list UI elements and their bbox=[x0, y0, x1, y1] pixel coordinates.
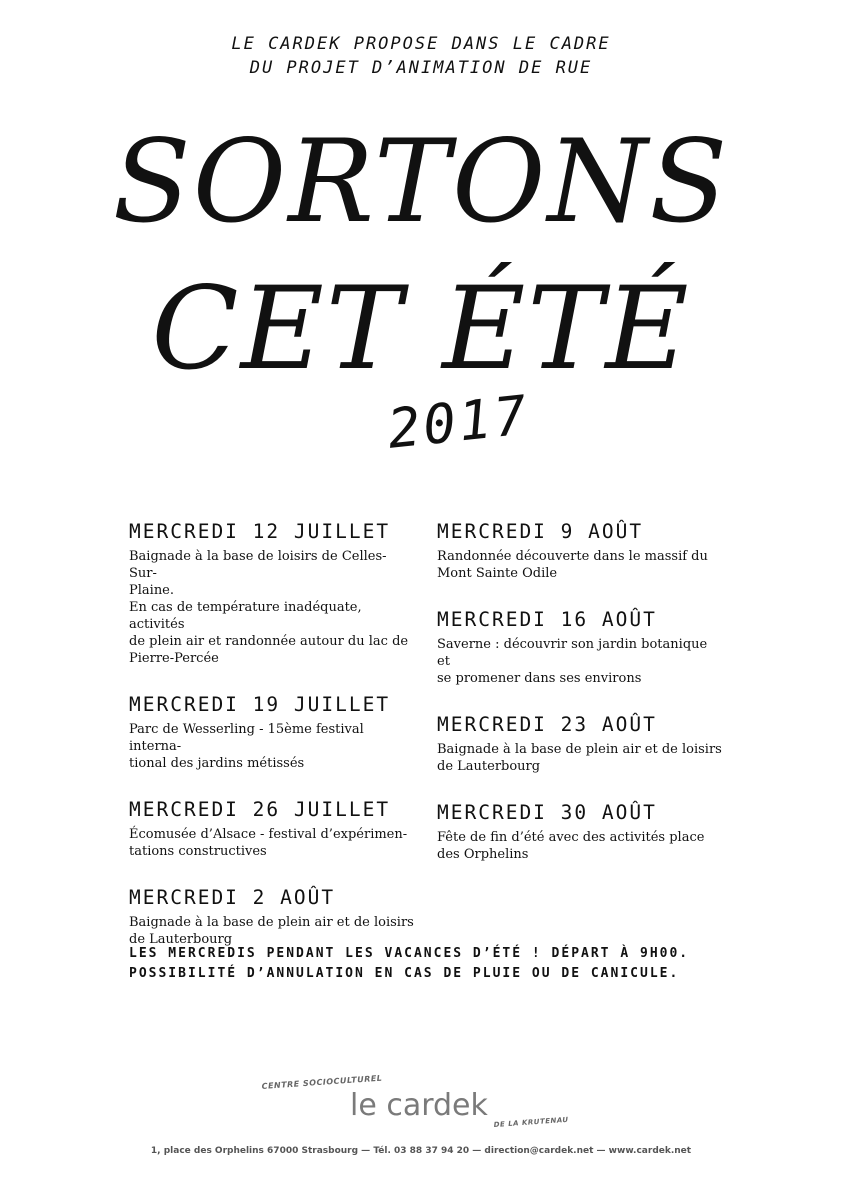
event-date: MERCREDI 9 AOÛT bbox=[437, 520, 644, 543]
event-date: MERCREDI 2 AOÛT bbox=[129, 886, 336, 909]
event-description-line: Saverne : découvrir son jardin botanique et bbox=[437, 637, 708, 669]
logo-subtitle-top: CENTRE SOCIOCULTUREL bbox=[261, 1073, 383, 1091]
event-item bbox=[129, 796, 414, 860]
event-item bbox=[437, 711, 722, 775]
notice-line-2: POSSIBILITÉ D’ANNULATION EN CAS DE PLUIE OU DE CANICULE. bbox=[129, 966, 680, 981]
event-description-line: Écomusée d’Alsace - festival d’expérimen- bbox=[129, 827, 408, 842]
title-year: 2017 bbox=[384, 383, 533, 461]
event-date: MERCREDI 12 JUILLET bbox=[129, 520, 391, 543]
event-description bbox=[437, 548, 722, 582]
event-description-line: Baignade à la base de loisirs de Celles-Sur- bbox=[129, 549, 387, 581]
event-description-line: des Orphelins bbox=[437, 847, 529, 862]
events-right-column bbox=[437, 518, 722, 887]
title-line-2: CET ÉTÉ bbox=[151, 262, 691, 395]
event-date: MERCREDI 19 JUILLET bbox=[129, 693, 391, 716]
notice-line-1: LES MERCREDIS PENDANT LES VACANCES D’ÉTÉ ! DÉPART À 9H00. bbox=[129, 946, 690, 961]
event-description-line: de Lauterbourg bbox=[437, 759, 541, 774]
event-description-line: Mont Sainte Odile bbox=[437, 566, 558, 581]
event-description bbox=[129, 721, 414, 772]
event-description-line: Pierre-Percée bbox=[129, 651, 219, 666]
event-item bbox=[129, 884, 414, 948]
event-description bbox=[437, 636, 722, 687]
event-description bbox=[129, 548, 414, 667]
title-line-1: SORTONS bbox=[112, 115, 730, 248]
event-description bbox=[437, 829, 722, 863]
event-item bbox=[437, 799, 722, 863]
event-item bbox=[129, 518, 414, 667]
event-description-line: En cas de température inadéquate, activités bbox=[129, 600, 362, 632]
logo-subtitle-bottom: DE LA KRUTENAU bbox=[493, 1115, 569, 1129]
event-item bbox=[129, 691, 414, 772]
event-date: MERCREDI 26 JUILLET bbox=[129, 798, 391, 821]
event-description-line: tations constructives bbox=[129, 844, 267, 859]
event-description-line: Fête de fin d’été avec des activités place bbox=[437, 830, 705, 845]
event-description-line: Plaine. bbox=[129, 583, 175, 598]
event-description bbox=[437, 741, 722, 775]
event-description-line: de plein air et randonnée autour du lac de bbox=[129, 634, 409, 649]
event-date: MERCREDI 23 AOÛT bbox=[437, 713, 657, 736]
event-description bbox=[129, 914, 414, 948]
event-item bbox=[437, 606, 722, 687]
footer-contact: 1, place des Orphelins 67000 Strasbourg — Tél. 03 88 37 94 20 — direction@cardek.net — www.cardek.net bbox=[150, 1146, 692, 1156]
notice-text bbox=[129, 944, 729, 984]
event-description-line: Parc de Wesserling - 15ème festival interna- bbox=[129, 722, 364, 754]
intro-line-1: LE CARDEK PROPOSE DANS LE CADRE bbox=[231, 34, 611, 54]
event-description bbox=[129, 826, 414, 860]
event-description-line: tional des jardins métissés bbox=[129, 756, 305, 771]
event-description-line: Baignade à la base de plein air et de loisirs bbox=[437, 742, 722, 757]
event-description-line: Randonnée découverte dans le massif du bbox=[437, 549, 708, 564]
event-description-line: se promener dans ses environs bbox=[437, 671, 642, 686]
intro-text bbox=[0, 32, 842, 80]
event-item bbox=[437, 518, 722, 582]
event-description-line: de Lauterbourg bbox=[129, 932, 233, 947]
events-left-column bbox=[129, 518, 414, 972]
event-date: MERCREDI 16 AOÛT bbox=[437, 608, 657, 631]
intro-line-2: DU PROJET D’ANIMATION DE RUE bbox=[249, 58, 593, 78]
logo-wordmark: le cardek bbox=[350, 1088, 488, 1123]
event-date: MERCREDI 30 AOÛT bbox=[437, 801, 657, 824]
event-description-line: Baignade à la base de plein air et de loisirs bbox=[129, 915, 414, 930]
